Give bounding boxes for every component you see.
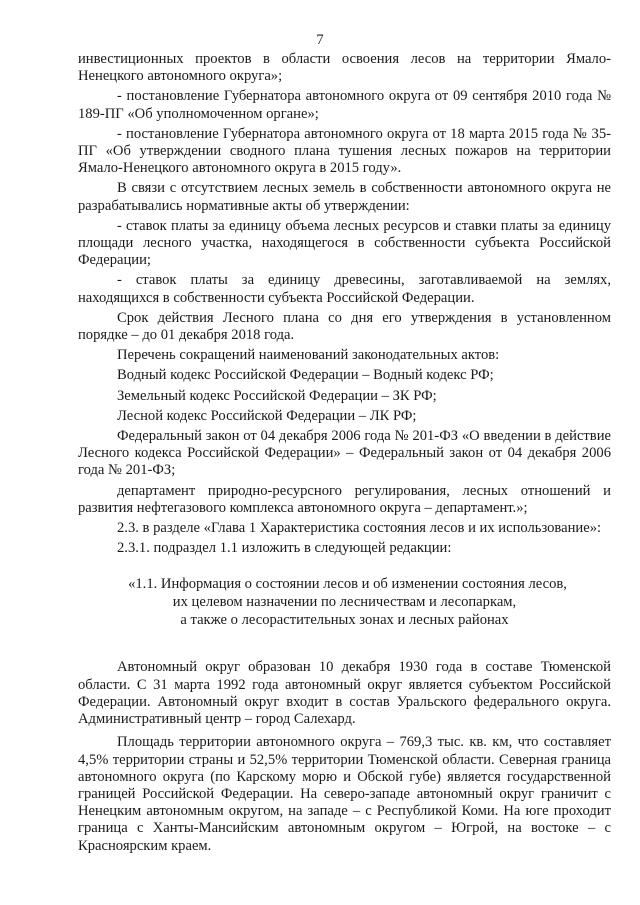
paragraph: - ставок платы за единицу объема лесных ресурсов и ставки платы за единицу площади лесного участка, находящегося в собственности субъекта Российской Федерации; bbox=[78, 217, 611, 269]
paragraph: Срок действия Лесного плана со дня его утверждения в установленном порядке – до 01 декабря 2018 года. bbox=[78, 309, 611, 344]
paragraph: Земельный кодекс Российской Федерации – ЗК РФ; bbox=[117, 387, 437, 404]
section-heading bbox=[78, 575, 611, 629]
paragraph: Водный кодекс Российской Федерации – Водный кодекс РФ; bbox=[117, 367, 494, 384]
heading-line: их целевом назначении по лесничествам и лесопаркам, bbox=[172, 594, 517, 611]
paragraph: Перечень сокращений наименований законодательных актов: bbox=[117, 347, 500, 364]
paragraph: Автономный округ образован 10 декабря 1930 года в составе Тюменской области. С 31 марта 1992 года автономный округ является субъектом Российской Федерации. Автономный округ входит в состав Уральского федерального округа. Административный центр – город Салехард. bbox=[78, 659, 611, 728]
paragraph: 2.3. в разделе «Глава 1 Характеристика состояния лесов и их использование»: bbox=[117, 520, 602, 537]
paragraph: Площадь территории автономного округа – 769,3 тыс. кв. км, что составляет 4,5% территории страны и 52,5% территории Тюменской области. Северная граница автономного округа (по Карскому морю и Обской губе) является государственной границей Российской Федерации. На северо-западе автономный округ граничит с Ненецким автономным округом, на западе – с Республикой Коми. На юге проходит граница с Ханты-Мансийским автономным округом – Югрой, на востоке – с Красноярским краем. bbox=[78, 734, 611, 854]
paragraph: Лесной кодекс Российской Федерации – ЛК РФ; bbox=[117, 407, 417, 424]
paragraph: В связи с отсутствием лесных земель в собственности автономного округа не разрабатывались нормативные акты об утверждении: bbox=[78, 180, 611, 214]
paragraph: - постановление Губернатора автономного округа от 18 марта 2015 года № 35-ПГ «Об утверждении сводного плана тушения лесных пожаров на территории Ямало-Ненецкого автономного округа в 2015 году». bbox=[78, 125, 611, 177]
page-number: 7 bbox=[316, 32, 324, 48]
paragraph: - постановление Губернатора автономного округа от 09 сентября 2010 года № 189-ПГ «Об уполномоченном органе»; bbox=[78, 88, 611, 122]
paragraph: Федеральный закон от 04 декабря 2006 года № 201-ФЗ «О введении в действие Лесного кодекса Российской Федерации» – Федеральный закон от 04 декабря 2006 года № 201-ФЗ; bbox=[78, 428, 611, 479]
paragraph: 2.3.1. подраздел 1.1 изложить в следующей редакции: bbox=[117, 540, 452, 557]
heading-line: «1.1. Информация о состоянии лесов и об изменении состояния лесов, bbox=[128, 576, 567, 593]
heading-line: а также о лесорастительных зонах и лесных районах bbox=[180, 612, 509, 629]
paragraph: департамент природно-ресурсного регулирования, лесных отношений и развития нефтегазового комплекса автономного округа – департамент.»; bbox=[78, 482, 611, 516]
paragraph: инвестиционных проектов в области освоения лесов на территории Ямало-Ненецкого автономного округа»; bbox=[78, 51, 611, 85]
paragraph: - ставок платы за единицу древесины, заготавливаемой на землях, находящихся в собственности субъекта Российской Федерации. bbox=[78, 272, 611, 306]
document-body bbox=[78, 51, 611, 858]
